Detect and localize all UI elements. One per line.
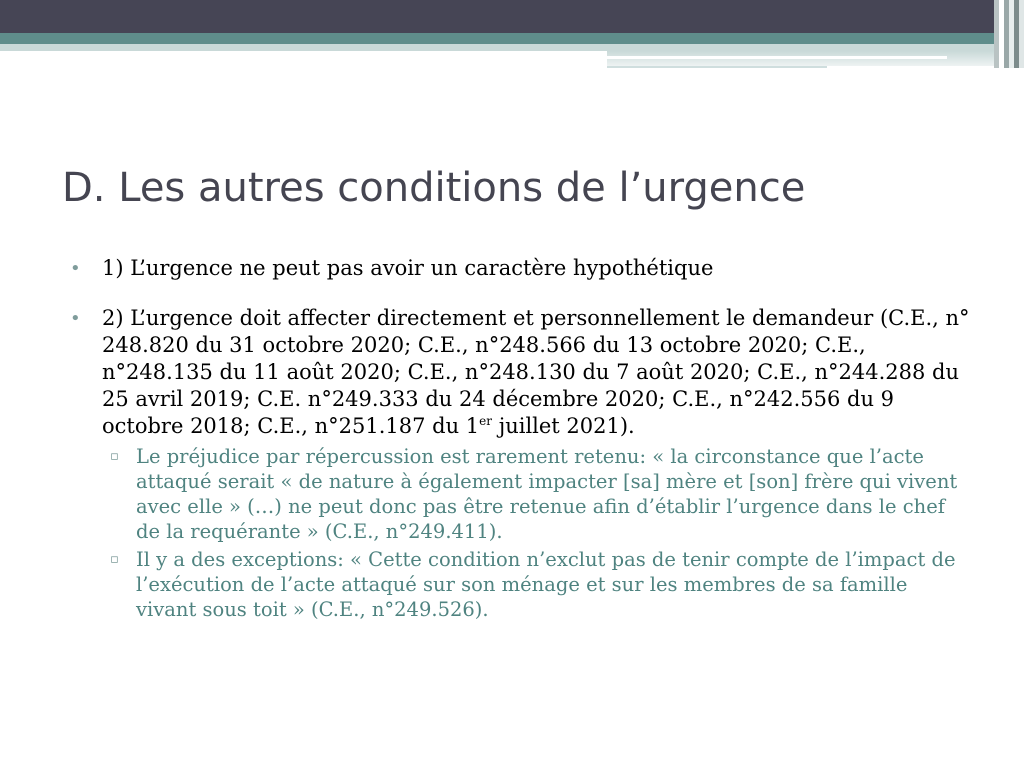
bullet-dot-icon: • bbox=[70, 308, 81, 329]
bullet-dot-icon: • bbox=[70, 258, 81, 279]
slide-title: D. Les autres conditions de l’urgence bbox=[62, 165, 806, 211]
square-bullet-icon: ▫ bbox=[110, 552, 119, 567]
bullet-text-end: juillet 2021). bbox=[492, 414, 635, 438]
sub-bullet-list bbox=[102, 444, 970, 622]
header-accent-line bbox=[607, 56, 947, 59]
header-teal-bar bbox=[0, 33, 1024, 44]
sub-bullet-text: Le préjudice par répercussion est rarement retenu: « la circonstance que l’acte attaqué serait « de nature à également impacter [sa] mère et [son] frère qui vivent avec elle » (…) ne peut donc pas être retenue afin d’établir l’urgence dans le chef de la requérante » (C.E., n°249.411). bbox=[136, 445, 958, 543]
header-accent-line bbox=[607, 66, 827, 68]
header-dark-bar bbox=[0, 0, 1024, 33]
sub-bullet-item bbox=[102, 444, 970, 544]
header-light-bar bbox=[0, 44, 1024, 51]
ordinal-superscript: er bbox=[479, 414, 493, 428]
bullet-text: 1) L’urgence ne peut pas avoir un caractère hypothétique bbox=[102, 256, 714, 280]
slide-body bbox=[70, 255, 970, 622]
bullet-text bbox=[102, 305, 970, 440]
sub-bullet-text: Il y a des exceptions: « Cette condition n’exclut pas de tenir compte de l’impact de l’exécution de l’acte attaqué sur son ménage et sur les membres de sa famille vivant sous toit » (C.E., n°249.526). bbox=[136, 548, 956, 621]
header-stripes bbox=[994, 0, 1024, 68]
square-bullet-icon: ▫ bbox=[110, 449, 119, 464]
sub-bullet-item bbox=[102, 547, 970, 622]
bullet-item bbox=[70, 255, 970, 282]
bullet-item bbox=[70, 305, 970, 622]
bullet-text-main: 2) L’urgence doit affecter directement et personnellement le demandeur (C.E., n° 248.820 du 31 octobre 2020; C.E., n°248.566 du 13 octobre 2020; C.E., n°248.135 du 11 août 2020; C.E., n°248.130 du 7 août 2020; C.E., n°244.288 du 25 avril 2019; C.E. n°249.333 du 24 décembre 2020; C.E., n°242.556 du 9 octobre 2018; C.E., n°251.187 du 1 bbox=[102, 306, 970, 438]
